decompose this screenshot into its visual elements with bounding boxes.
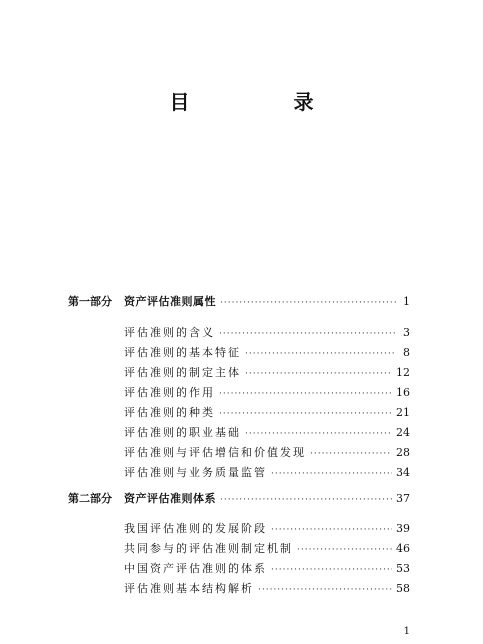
toc-entry[interactable] <box>124 522 410 537</box>
toc-entry[interactable] <box>124 562 410 577</box>
entry-title: 共同参与的评估准则制定机制 <box>124 542 293 555</box>
page-number: 37 <box>396 492 410 505</box>
page-number: 24 <box>396 426 410 439</box>
dot-leader <box>271 467 392 481</box>
dot-leader <box>220 493 392 507</box>
entry-title: 评估准则与业务质量监管 <box>124 466 267 479</box>
toc-entry[interactable] <box>124 406 410 421</box>
dot-leader <box>245 367 392 381</box>
entry-title: 评估准则基本结构解析 <box>124 582 254 595</box>
toc-entry[interactable] <box>124 346 410 361</box>
page-number: 3 <box>403 326 410 339</box>
page-number: 34 <box>396 466 410 479</box>
dot-leader <box>271 563 392 577</box>
dot-leader <box>219 407 392 421</box>
entry-title: 评估准则与评估增信和价值发现 <box>124 446 306 459</box>
entry-title: 评估准则的种类 <box>124 406 215 419</box>
toc-entry[interactable] <box>124 466 410 481</box>
page-number: 8 <box>403 346 410 359</box>
part-label: 第二部分 <box>68 492 112 505</box>
page-number: 12 <box>396 366 410 379</box>
dot-leader <box>220 296 396 310</box>
part-title: 资产评估准则属性 <box>124 295 216 308</box>
dot-leader <box>219 327 396 341</box>
page-number: 46 <box>396 542 410 555</box>
dot-leader <box>271 523 392 537</box>
toc-entry[interactable] <box>124 326 410 341</box>
page-number: 21 <box>396 406 410 419</box>
entry-title: 评估准则的基本特征 <box>124 346 241 359</box>
page-footer-number: 1 <box>403 626 410 637</box>
entry-title: 评估准则的制定主体 <box>124 366 241 379</box>
toc-entry[interactable] <box>124 582 410 597</box>
dot-leader <box>310 447 392 461</box>
dot-leader <box>258 583 392 597</box>
toc-entry[interactable] <box>124 386 410 401</box>
toc-part-2[interactable] <box>68 492 410 507</box>
page-number: 28 <box>396 446 410 459</box>
page-number: 1 <box>403 295 410 308</box>
part-title: 资产评估准则体系 <box>124 492 216 505</box>
dot-leader <box>245 427 392 441</box>
page-title: 目 录 <box>169 90 356 114</box>
part-label: 第一部分 <box>68 295 112 308</box>
toc-entry[interactable] <box>124 446 410 461</box>
toc-entry[interactable] <box>124 542 410 557</box>
entry-title: 评估准则的含义 <box>124 326 215 339</box>
entry-title: 评估准则的作用 <box>124 386 215 399</box>
page-number: 16 <box>396 386 410 399</box>
toc-entry[interactable] <box>124 366 410 381</box>
page-number: 53 <box>396 562 410 575</box>
entry-title: 中国资产评估准则的体系 <box>124 562 267 575</box>
page-number: 58 <box>396 582 410 595</box>
dot-leader <box>297 543 392 557</box>
page-number: 39 <box>396 522 410 535</box>
entry-title: 我国评估准则的发展阶段 <box>124 522 267 535</box>
toc-entry[interactable] <box>124 426 410 441</box>
dot-leader <box>219 387 392 401</box>
toc-part-1[interactable] <box>68 295 410 310</box>
entry-title: 评估准则的职业基础 <box>124 426 241 439</box>
dot-leader <box>245 347 396 361</box>
